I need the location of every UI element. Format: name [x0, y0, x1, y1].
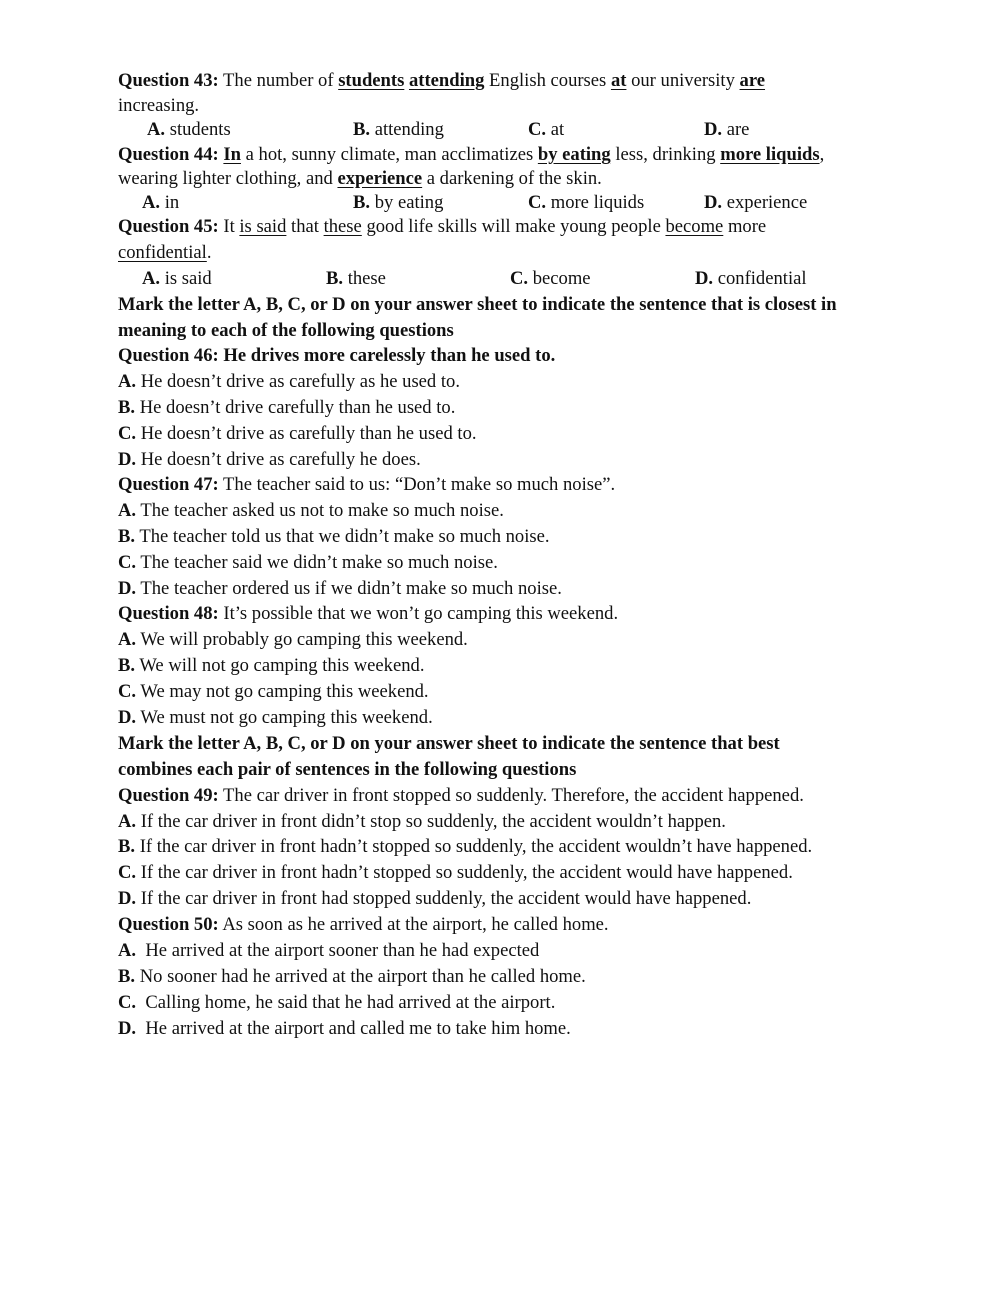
stem-text: a hot, sunny climate, man acclimatizes [240, 144, 538, 165]
underlined-word: In [223, 144, 241, 165]
question-43-options [118, 121, 888, 141]
stem-text: The number of [218, 70, 339, 91]
stem-text: that [286, 216, 324, 237]
stem-text: wearing lighter clothing, and [118, 168, 338, 189]
instruction-closest-meaning: Mark the letter A, B, C, or D on your answer sheet to indicate the sentence that is closest in [118, 294, 837, 315]
option-c[interactable]: C. He doesn’t drive as carefully than he used to. [118, 423, 477, 444]
option-b[interactable]: B. these [326, 268, 386, 289]
option-a[interactable]: A. students [147, 119, 231, 140]
option-b[interactable]: B. If the car driver in front hadn’t stopped so suddenly, the accident wouldn’t have happened. [118, 836, 813, 857]
stem-text: a darkening of the skin. [422, 168, 602, 189]
option-d[interactable]: D. If the car driver in front had stopped suddenly, the accident would have happened. [118, 888, 752, 909]
question-44-stem [118, 146, 824, 165]
stem-text: our university [626, 70, 740, 91]
stem-text: It’s possible that we won’t go camping this weekend. [218, 603, 619, 624]
question-label: Question 48: [118, 603, 219, 624]
question-label: Question 50: [118, 914, 219, 935]
question-45-stem [118, 218, 766, 237]
question-50-stem [118, 916, 609, 935]
question-label: Question 44: [118, 144, 219, 165]
stem-text: good life skills will make young people [361, 216, 666, 237]
underlined-word: is said [239, 216, 287, 237]
underlined-word: attending [408, 70, 485, 91]
option-a[interactable]: A. in [142, 192, 180, 213]
option-b[interactable]: B. by eating [353, 192, 444, 213]
stem-text: less, drinking [610, 144, 721, 165]
option-c[interactable]: C. We may not go camping this weekend. [118, 681, 429, 702]
option-d[interactable]: D. The teacher ordered us if we didn’t make so much noise. [118, 578, 562, 599]
question-43-stem-cont: increasing. [118, 95, 200, 116]
option-a[interactable]: A. If the car driver in front didn’t stop so suddenly, the accident wouldn’t happen. [118, 811, 726, 832]
stem-text: English courses [484, 70, 611, 91]
question-label: Question 45: [118, 216, 219, 237]
instruction-combine-sentences-cont: combines each pair of sentences in the following questions [118, 759, 577, 780]
stem-text: As soon as he arrived at the airport, he called home. [218, 914, 609, 935]
option-c[interactable]: C. at [528, 119, 565, 140]
question-label: Question 47: [118, 474, 219, 495]
option-d[interactable]: D. are [704, 119, 750, 140]
option-b[interactable]: B. He doesn’t drive carefully than he used to. [118, 397, 456, 418]
stem-text: , [819, 144, 825, 165]
instruction-closest-meaning-cont: meaning to each of the following questions [118, 320, 454, 341]
option-d[interactable]: D. We must not go camping this weekend. [118, 707, 433, 728]
option-c[interactable]: C. If the car driver in front hadn’t stopped so suddenly, the accident would have happened. [118, 862, 793, 883]
option-c[interactable]: C. The teacher said we didn’t make so much noise. [118, 552, 498, 573]
option-a[interactable]: A. The teacher asked us not to make so much noise. [118, 500, 504, 521]
question-44-options [118, 194, 888, 214]
underlined-word: students [338, 70, 405, 91]
question-46-stem: Question 46: He drives more carelessly than he used to. [118, 345, 556, 366]
question-49-stem [118, 787, 804, 806]
option-b[interactable]: B. We will not go camping this weekend. [118, 655, 425, 676]
underlined-word: become [665, 216, 724, 237]
stem-text: . [206, 242, 212, 263]
question-44-stem-cont [118, 170, 602, 189]
stem-text: The car driver in front stopped so suddenly. Therefore, the accident happened. [218, 785, 804, 806]
stem-text: It [218, 216, 240, 237]
question-48-stem [118, 605, 618, 624]
option-a[interactable]: A. He arrived at the airport sooner than he had expected [118, 940, 540, 961]
option-d[interactable]: D. experience [704, 192, 808, 213]
option-c[interactable]: C. Calling home, he said that he had arrived at the airport. [118, 992, 556, 1013]
option-d[interactable]: D. He doesn’t drive as carefully he does. [118, 449, 421, 470]
option-d[interactable]: D. He arrived at the airport and called me to take him home. [118, 1018, 571, 1039]
option-c[interactable]: C. more liquids [528, 192, 645, 213]
question-label: Question 49: [118, 785, 219, 806]
option-c[interactable]: C. become [510, 268, 591, 289]
option-b[interactable]: B. attending [353, 119, 444, 140]
question-43-stem [118, 72, 765, 91]
underlined-word: by eating [537, 144, 611, 165]
underlined-word: more liquids [720, 144, 820, 165]
stem-text: The teacher said to us: “Don’t make so much noise”. [218, 474, 616, 495]
underlined-word: experience [337, 168, 423, 189]
instruction-combine-sentences: Mark the letter A, B, C, or D on your answer sheet to indicate the sentence that best [118, 733, 780, 754]
underlined-word: confidential [118, 242, 207, 263]
underlined-word: at [610, 70, 627, 91]
option-a[interactable]: A. is said [142, 268, 212, 289]
stem-text: more [723, 216, 767, 237]
question-label: Question 43: [118, 70, 219, 91]
option-a[interactable]: A. We will probably go camping this weekend. [118, 629, 468, 650]
underlined-word: these [323, 216, 362, 237]
option-a[interactable]: A. He doesn’t drive as carefully as he used to. [118, 371, 460, 392]
option-b[interactable]: B. The teacher told us that we didn’t make so much noise. [118, 526, 550, 547]
option-b[interactable]: B. No sooner had he arrived at the airport than he called home. [118, 966, 586, 987]
underlined-word: are [739, 70, 766, 91]
question-47-stem [118, 476, 615, 495]
option-d[interactable]: D. confidential [695, 268, 807, 289]
question-45-options [118, 270, 888, 290]
question-45-stem-cont [118, 244, 211, 263]
